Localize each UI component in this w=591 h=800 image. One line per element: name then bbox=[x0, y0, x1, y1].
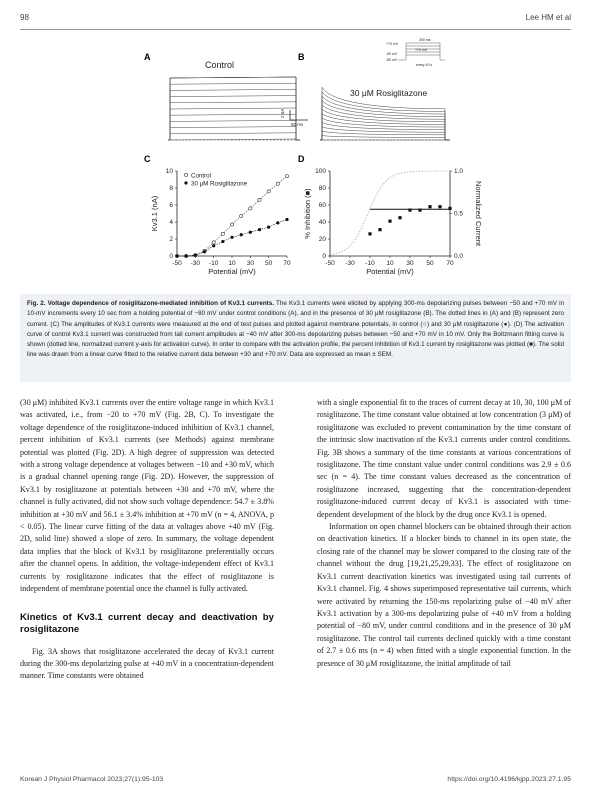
panel-b-label: 30 μM Rosiglitazone bbox=[350, 88, 428, 98]
panel-d-x-label: Potential (mV) bbox=[366, 267, 414, 276]
data-point-rosiglitazone bbox=[258, 228, 261, 231]
x-tick-label: -30 bbox=[345, 260, 355, 267]
panel-letter-a: A bbox=[144, 52, 151, 62]
y-tick-label: 100 bbox=[315, 168, 326, 175]
y-tick-label: 0 bbox=[322, 253, 326, 260]
data-point-rosiglitazone bbox=[267, 226, 270, 229]
panel-d-x-ticks bbox=[325, 256, 454, 267]
panel-a-traces bbox=[168, 77, 300, 140]
panel-b-trace bbox=[320, 131, 450, 140]
data-point-control bbox=[212, 241, 215, 244]
data-point-control bbox=[249, 207, 252, 210]
figure-caption bbox=[20, 294, 571, 382]
panel-d-boltzmann-curve bbox=[330, 171, 450, 255]
data-point-rosiglitazone bbox=[285, 218, 288, 221]
data-point-inhibition bbox=[448, 207, 451, 210]
panel-d-y-label: % Inhibition (■) bbox=[303, 188, 312, 239]
data-point-rosiglitazone bbox=[175, 254, 178, 257]
x-tick-label: 10 bbox=[386, 260, 394, 267]
data-point-control bbox=[230, 223, 233, 226]
data-point-rosiglitazone bbox=[185, 254, 188, 257]
x-tick-label: -30 bbox=[190, 260, 201, 267]
protocol-v3: -80 mV bbox=[386, 58, 398, 62]
panel-letter-b: B bbox=[298, 52, 305, 62]
section-heading: Kinetics of Kv3.1 current decay and deactivation by rosiglitazone bbox=[20, 611, 274, 635]
y2-tick-label: 1.0 bbox=[454, 168, 464, 175]
protocol-v2: -50 mV bbox=[386, 52, 398, 56]
panel-c-x-ticks bbox=[172, 256, 291, 267]
x-tick-label: -10 bbox=[365, 260, 375, 267]
x-tick-label: 70 bbox=[283, 260, 291, 267]
panel-a-label: Control bbox=[205, 60, 235, 70]
panel-letter-c: C bbox=[144, 154, 151, 164]
x-tick-label: 10 bbox=[228, 260, 236, 267]
data-point-rosiglitazone bbox=[276, 221, 279, 224]
protocol-inset bbox=[386, 38, 445, 67]
footer-doi: https://doi.org/10.4196/kjpp.2023.27.1.95 bbox=[447, 776, 571, 783]
panel-c-y-label: Kv3.1 (nA) bbox=[150, 195, 159, 232]
scale-current-label: 2 nA bbox=[280, 108, 285, 118]
scale-time-label: 50 ms bbox=[291, 122, 304, 127]
y-tick-label: 40 bbox=[318, 219, 326, 226]
right-paragraph-2: Information on open channel blockers can be obtained through their action on deactivation kinetics. If a blocker binds to channel in its open state, the closing rate of the channel may be slower compared to the closing rate of the channel without the drug [19,21,25,29,33]. The effect of rosiglitazone on Kv3.1 current deactivation kinetics was investigated using tail currents of Kv3.1 channel. Fig. 4 shows superimposed representative tail currents, which were activated by returning the 150-ms repolarizing pulse of −40 mV after Kv3.1 activation by a 300-ms depolarizing pulse of +40 mV from a holding potential of −80 mV, under control conditions and in the presence of 30 μM rosiglitazone. The control tail currents declined quickly with a time constant of 2.7 ± 0.6 ms (n = 4) when fitted with a single exponential function. In the presence of 30 μM rosiglitazone, the initial amplitude of tail bbox=[317, 522, 571, 668]
data-point-inhibition bbox=[428, 205, 431, 208]
y2-tick-label: 0.5 bbox=[454, 210, 464, 218]
data-point-control bbox=[276, 182, 279, 185]
figure-canvas bbox=[20, 36, 571, 286]
running-authors: Lee HM et al bbox=[525, 13, 571, 22]
right-column bbox=[317, 397, 571, 670]
caption-text: The Kv3.1 currents were elicited by applying 300-ms depolarizing pulses between −50 and +70 mV in 10-mV increments every 10 sec from a holding potential of −80 mV under control conditions (A), and in the presence of 30 μM rosiglitazone (B). The dotted lines in (A) and (B) represent zero current. (C) The amplitudes of Kv3.1 currents were measured at the end of test pulses and plotted against membrane potentials, in control (○) and 30 μM rosiglitazone (●). (D) The activation curve of control Kv3.1 current was constructed from tail current amplitudes at −40 mV after 300-ms depolarizing pulses between −50 and +70 mV in 10 mV. Only the Boltzmann fitting curve is shown (dotted line, normalized current y-axis for activation curve). In order to compare with the activation profile, the percent inhibition of Kv3.1 current by rosiglitazone was plotted (■). The solid line was drawn from a linear curve fitted to the relative current data between +30 and +70 mV. Data are expressed as mean ± SEM. bbox=[27, 300, 564, 359]
x-tick-label: -50 bbox=[325, 260, 335, 267]
data-point-inhibition bbox=[438, 205, 441, 208]
x-tick-label: 50 bbox=[265, 260, 273, 267]
data-point-control bbox=[221, 232, 224, 235]
y-tick-label: 6 bbox=[169, 202, 173, 209]
x-tick-label: 30 bbox=[406, 260, 414, 267]
panel-b-trace bbox=[320, 96, 450, 140]
data-point-rosiglitazone bbox=[203, 250, 206, 253]
data-point-inhibition bbox=[368, 232, 371, 235]
left-paragraph-2: Fig. 3A shows that rosiglitazone accelerated the decay of Kv3.1 current during the 300-ms depolarizing pulse at +40 mV in a concentration-dependent manner. Time constants were obtained bbox=[20, 646, 274, 681]
data-point-control bbox=[258, 198, 261, 201]
y-tick-label: 80 bbox=[318, 185, 326, 192]
panel-d-chart bbox=[303, 168, 483, 276]
y-tick-label: 8 bbox=[169, 185, 173, 192]
x-tick-label: 30 bbox=[246, 260, 254, 267]
y-tick-label: 10 bbox=[165, 168, 173, 175]
data-point-inhibition bbox=[378, 228, 381, 231]
data-point-inhibition bbox=[398, 216, 401, 219]
panel-letter-d: D bbox=[298, 154, 305, 164]
data-point-rosiglitazone bbox=[240, 233, 243, 236]
data-point-control bbox=[240, 214, 243, 217]
footer-journal: Korean J Physiol Pharmacol 2023;27(1):95-103 bbox=[20, 776, 164, 783]
protocol-v4: +70 mV bbox=[415, 48, 428, 52]
panel-d-axes bbox=[330, 171, 450, 256]
running-header bbox=[20, 13, 571, 27]
legend-label-control: Control bbox=[191, 172, 211, 180]
panel-c-legend bbox=[184, 172, 247, 187]
right-paragraph-1: with a single exponential fit to the traces of current decay at 10, 30, 100 μM of rosiglitazone. The time constant value obtained at low concentration (3 μM) of rosiglitazone was excluded to prevent contamination by the time constant of the intrinsic slow inactivation of the Kv3.1 currents under control conditions. Fig. 3B shows a summary of the time constants at various concentrations of rosiglitazone. The time constant value under control conditions was 2.9 ± 0.6 sec (n = 4). The time constant values decreased as the concentration of rosiglitazone increased, suggesting that the concentration-dependent rosiglitazone-induced current decay of Kv3.1 is associated with time-dependent development of the block by the drug once Kv3.1 is opened. bbox=[317, 398, 571, 519]
legend-marker-rosiglitazone bbox=[184, 181, 187, 184]
x-tick-label: 50 bbox=[426, 260, 434, 267]
y-tick-label: 60 bbox=[318, 202, 326, 209]
data-point-control bbox=[267, 190, 270, 193]
panel-b-trace bbox=[320, 136, 450, 140]
panel-b-trace bbox=[320, 100, 450, 140]
protocol-v1: +70 mV bbox=[386, 42, 399, 46]
legend-marker-control bbox=[184, 173, 187, 176]
protocol-note: every 10 s bbox=[416, 63, 433, 67]
y-tick-label: 2 bbox=[169, 236, 173, 243]
x-tick-label: -50 bbox=[172, 260, 182, 267]
x-tick-label: -10 bbox=[208, 260, 219, 267]
y-tick-label: 4 bbox=[169, 219, 173, 226]
data-point-rosiglitazone bbox=[212, 244, 215, 247]
y-tick-label: 0 bbox=[169, 253, 173, 260]
page-footer bbox=[20, 776, 571, 788]
data-point-rosiglitazone bbox=[194, 254, 197, 257]
data-point-rosiglitazone bbox=[230, 236, 233, 239]
panel-d-y-ticks bbox=[315, 168, 330, 260]
data-point-rosiglitazone bbox=[249, 231, 252, 234]
left-column bbox=[20, 397, 274, 683]
y-tick-label: 20 bbox=[318, 236, 326, 243]
data-point-control bbox=[285, 175, 288, 178]
x-tick-label: 70 bbox=[446, 260, 454, 267]
page-number: 98 bbox=[20, 13, 29, 22]
data-point-inhibition bbox=[388, 220, 391, 223]
panel-c-y-ticks bbox=[166, 168, 177, 260]
panel-a-trace bbox=[168, 120, 300, 140]
panel-d-y2-label: Normalized Current bbox=[474, 180, 483, 247]
panel-d-y2-ticks bbox=[450, 168, 463, 260]
data-point-rosiglitazone bbox=[221, 240, 224, 243]
protocol-t1: 300 ms bbox=[419, 38, 431, 42]
figure-2 bbox=[20, 36, 571, 286]
panel-c-x-label: Potential (mV) bbox=[208, 267, 256, 276]
series-line-control bbox=[177, 176, 287, 256]
data-point-inhibition bbox=[418, 209, 421, 212]
panel-c-chart bbox=[150, 168, 291, 276]
header-rule bbox=[20, 29, 571, 30]
data-point-inhibition bbox=[408, 209, 411, 212]
legend-label-rosiglitazone: 30 μM Rosiglitazone bbox=[191, 180, 248, 188]
scale-bar bbox=[280, 109, 308, 127]
y2-tick-label: 0.0 bbox=[454, 253, 464, 260]
caption-title: Fig. 2. Voltage dependence of rosiglitazone-mediated inhibition of Kv3.1 currents. bbox=[27, 300, 275, 307]
left-paragraph-1: (30 μM) inhibited Kv3.1 currents over the entire voltage range in which Kv3.1 was activated, i.e., from −20 to +70 mV (Fig. 2B, C). To investigate the voltage dependence of the rosiglitazone-induced inhibition of Kv3.1 channel, percent inhibition of Kv3.1 currents (see Methods) against membrane potential was plotted (Fig. 2D). A high degree of suppression was detected with a strong voltage dependence at voltages between −10 and +30 mV, which is a gradual channel opening range (Fig. 2D). However, the suppression of Kv3.1 by rosiglitazone at potentials between +30 and +70 mV, where the channel is fully activated, did not show such voltage dependence: 54.7 ± 3.8% inhibition at +30 mV and 56.1 ± 3.4% inhibition at +70 mV (n = 4, ANOVA, p < 0.05). The linear curve fitting of the data at voltages above +40 mV (Fig. 2D, solid line) showed a slope of zero. In summary, the voltage dependent data implies that the block of Kv3.1 by rosiglitazone preferentially occurs after the channel opens. In addition, the voltage-independent effect of Kv3.1 currents by rosiglitazone indicates that the effect of rosiglitazone is independent of membrane potential once the channel is fully activated. bbox=[20, 398, 274, 594]
